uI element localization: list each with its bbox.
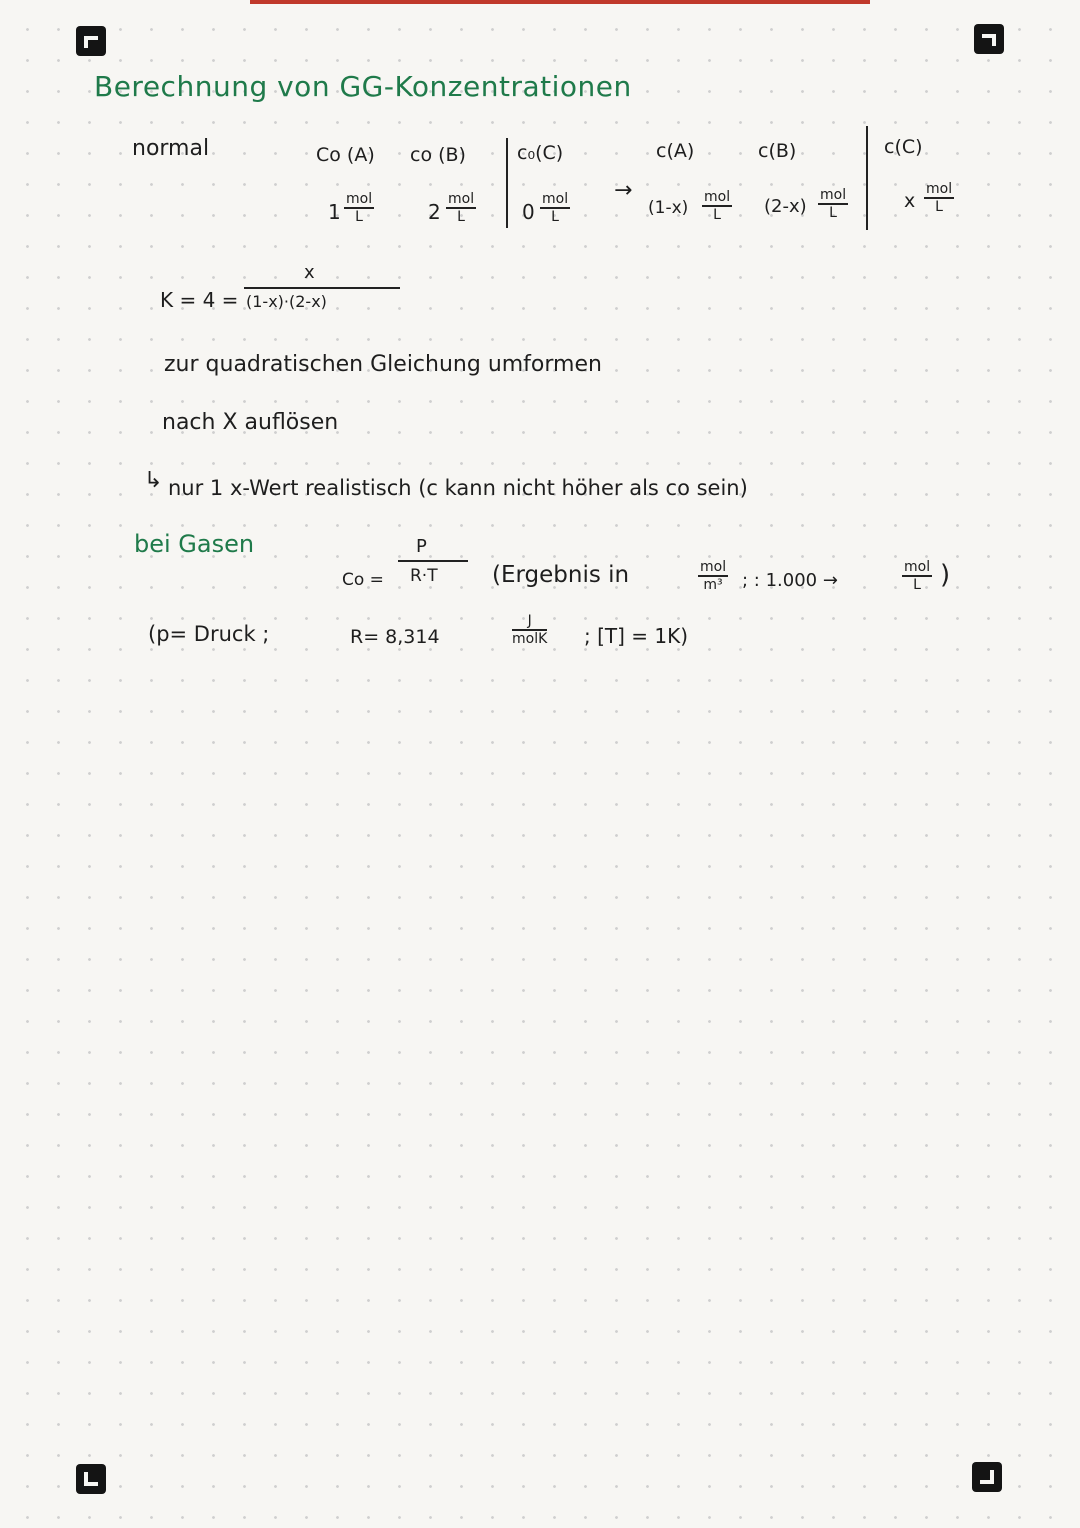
unit-numerator: mol — [926, 181, 953, 197]
unit-numerator: mol — [700, 559, 727, 575]
gas-legend-t: ; [T] = 1K) — [584, 624, 689, 648]
unit-denominator: molK — [512, 631, 548, 647]
note-text: nur 1 x-Wert realistisch (c kann nicht höher als co sein) — [168, 476, 748, 500]
unit-numerator: mol — [704, 189, 731, 205]
value-c-b: (2-x) — [764, 196, 807, 217]
header-co-a: Co (A) — [316, 144, 375, 166]
gases-label: bei Gasen — [134, 530, 255, 558]
gas-fraction-bar — [398, 560, 468, 562]
step-1: zur quadratischen Gleichung umformen — [164, 352, 602, 377]
gas-denominator: R·T — [410, 566, 438, 586]
gas-result-unit-2 — [902, 560, 932, 592]
unit-denominator: m³ — [703, 577, 723, 593]
gas-legend-p: (p= Druck ; — [148, 622, 270, 646]
unit-co-b — [446, 192, 476, 224]
header-co-c: c₀(C) — [517, 142, 564, 164]
gas-result-prefix: (Ergebnis in — [492, 562, 630, 588]
unit-co-c — [540, 192, 570, 224]
unit-denominator: L — [935, 199, 943, 215]
unit-numerator: mol — [346, 191, 373, 207]
equation-fraction-bar — [244, 287, 400, 289]
corner-marker-bottom-right-icon — [972, 1462, 1002, 1492]
gas-result-unit — [698, 560, 728, 592]
value-c-a: (1-x) — [648, 198, 689, 218]
gas-legend-r-unit — [512, 614, 547, 646]
normal-label: normal — [132, 136, 210, 161]
unit-c-b — [818, 188, 848, 220]
gas-lhs: Co = — [342, 570, 384, 590]
unit-numerator: mol — [904, 559, 931, 575]
page-title: Berechnung von GG-Konzentrationen — [94, 70, 632, 103]
unit-denominator: L — [913, 577, 921, 593]
divider-1 — [506, 138, 508, 228]
unit-numerator: mol — [448, 191, 475, 207]
step-2: nach X auflösen — [162, 410, 339, 435]
gas-numerator: P — [416, 536, 427, 557]
unit-numerator: mol — [542, 191, 569, 207]
reaction-arrow-icon: → — [614, 178, 633, 203]
corner-marker-top-right-icon — [974, 24, 1004, 54]
unit-numerator: mol — [820, 187, 847, 203]
header-c-a: c(A) — [656, 140, 695, 162]
header-c-b: c(B) — [758, 140, 797, 162]
corner-marker-top-left-icon — [76, 26, 106, 56]
unit-c-c — [924, 182, 954, 214]
equation-lhs: K = 4 = — [160, 288, 239, 312]
value-co-a: 1 — [328, 200, 341, 224]
unit-denominator: L — [551, 209, 559, 225]
unit-numerator: J — [512, 614, 547, 631]
gas-result-mid: ; : 1.000 → — [742, 570, 838, 591]
gas-result-suffix: ) — [940, 560, 951, 590]
note-arrow-icon: ↳ — [144, 468, 163, 493]
equation-numerator: x — [304, 262, 315, 283]
unit-denominator: L — [713, 207, 721, 223]
gas-legend-r: R= 8,314 — [350, 626, 440, 648]
divider-2 — [866, 126, 868, 230]
unit-denominator: L — [829, 205, 837, 221]
equation-denominator: (1-x)·(2-x) — [246, 292, 327, 311]
unit-denominator: L — [355, 209, 363, 225]
unit-denominator: L — [457, 209, 465, 225]
value-c-c: x — [904, 190, 916, 212]
value-co-b: 2 — [428, 200, 441, 224]
unit-c-a — [702, 190, 732, 222]
header-co-b: co (B) — [410, 144, 466, 166]
header-c-c: c(C) — [884, 136, 923, 158]
corner-marker-bottom-left-icon — [76, 1464, 106, 1494]
unit-co-a — [344, 192, 374, 224]
value-co-c: 0 — [522, 200, 535, 224]
top-red-line — [250, 0, 870, 4]
